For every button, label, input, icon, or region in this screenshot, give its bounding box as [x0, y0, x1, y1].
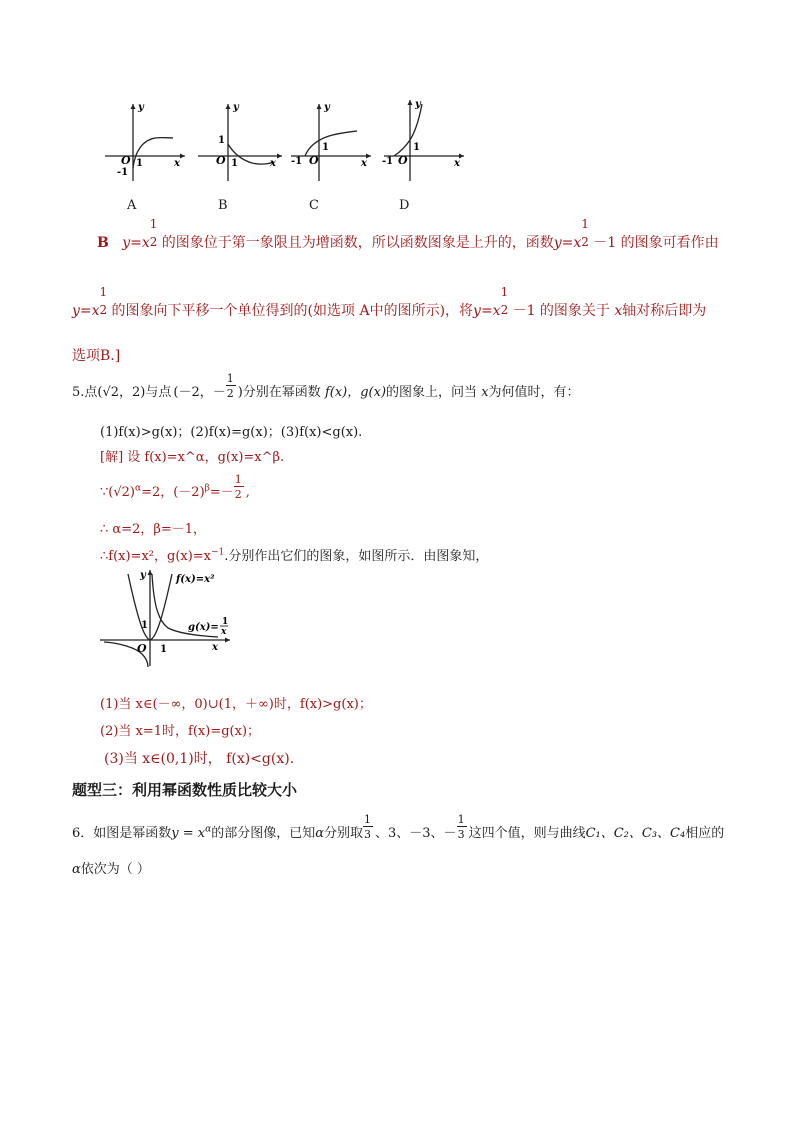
p5-one-x: 1: [160, 644, 167, 655]
option-c-letter: C: [309, 198, 319, 213]
p5-g-label: g(x)=: [188, 622, 219, 633]
p5-g-den: x: [221, 627, 227, 637]
section-heading: 题型三：利用幂函数性质比较大小: [72, 781, 298, 799]
p5-o: O: [137, 642, 147, 655]
graph-d-neg: -1: [382, 156, 394, 167]
answer-text-1: 的图象位于第一象限且为增函数，所以函数图象是上升的，函数: [161, 235, 554, 251]
expr-y-x-4: y=x: [473, 303, 501, 319]
graph-c-one: 1: [322, 142, 329, 153]
axis-x-text: x: [614, 303, 623, 319]
graph-a-x: x: [174, 158, 180, 169]
answer5-1: (1)当 x∈(－∞，0)∪(1，＋∞)时，f(x)>g(x)；: [100, 697, 372, 712]
answer-line-2: [72, 285, 707, 320]
graph-d-o: O: [398, 154, 408, 167]
graph-a-o: O: [121, 154, 131, 167]
exponent-half-3: 1 2: [99, 285, 108, 317]
graph-a: [105, 102, 185, 181]
answer-text-3: 的图象向下平移一个单位得到的(如选项 A中的图所示)，将: [111, 303, 474, 319]
option-b-letter: B: [218, 198, 228, 213]
option-a-letter: A: [127, 198, 137, 213]
answer-letter: B: [97, 235, 109, 251]
stem-frac: $\frac{1}{2}$: [226, 372, 234, 400]
p6-frac-2: $\frac{1}{3}$: [457, 813, 465, 841]
graph-b-o: O: [216, 154, 226, 167]
answer5-3: (3)当 x∈(0,1)时， f(x)<g(x).: [104, 751, 295, 767]
solution-line-1: [解] 设 f(x)=x^α，g(x)=x^β.: [100, 450, 285, 465]
p6-frac-1: $\frac{1}{3}$: [364, 813, 372, 841]
problem5-graph: [100, 568, 240, 668]
p5-x: x: [212, 642, 218, 653]
answer5-2: (2)当 x=1时，f(x)=g(x)；: [100, 724, 261, 739]
solution-line-3: ∴ α=2，β=－1，: [100, 522, 207, 537]
answer-text-2: －1 的图象可看作由: [593, 235, 719, 251]
graph-b-x: x: [270, 158, 276, 169]
expr-y-x-2: y=x: [553, 235, 582, 251]
option-graphs: [95, 96, 475, 186]
p5-g-num: 1: [222, 617, 229, 627]
p5-one-y: 1: [141, 620, 148, 631]
graph-d: [382, 99, 464, 181]
exponent-half-1: 1 2: [149, 217, 158, 249]
graph-d-y: y: [415, 99, 421, 110]
solution-line-2: $\because(√2)^\alpha=2$，$(-2)^\beta=-$ $\frac{1}{2}$ ,: [100, 473, 250, 501]
exponent-half-4: 1 2: [500, 285, 509, 317]
graph-d-one: 1: [413, 142, 420, 153]
answer-text-5: 轴对称后即为: [622, 303, 707, 319]
exponent-half-2: 1 2: [581, 217, 589, 249]
graph-b-yone: 1: [218, 135, 225, 146]
answer-line-3: 选项B.]: [72, 348, 121, 364]
expr-y-x-1: y=x: [122, 235, 150, 251]
problem5-conditions: (1)f(x)>g(x)；(2)f(x)=g(x)；(3)f(x)<g(x).: [100, 425, 363, 440]
graph-a-y: y: [138, 102, 144, 113]
graph-c-y: y: [324, 102, 330, 113]
p5-y: y: [140, 570, 146, 581]
graph-c-x: x: [361, 158, 367, 169]
answer-line-1: [97, 217, 719, 252]
graph-d-x: x: [454, 158, 460, 169]
option-d-letter: D: [399, 198, 410, 213]
problem6-line-2: α依次为（ ）: [72, 862, 150, 877]
graph-b: [198, 102, 282, 181]
graph-b-one: 1: [231, 158, 238, 169]
graph-c-neg: -1: [291, 156, 303, 167]
graph-a-one: 1: [136, 158, 143, 169]
graph-a-neg: -1: [117, 167, 129, 178]
p5-f-label: f(x)=x²: [176, 574, 215, 585]
problem6-line-1: 6．如图是幂函数$y = x^\alpha$的部分图像，已知α分别取 $\frac{1}{3}$ 、3、－3、－ $\frac{1}{3}$ 这四个值，则与曲线C₁、C₂、C₃、C₄相应的: [72, 813, 725, 841]
graph-c-o: O: [309, 154, 319, 167]
sol-frac: $\frac{1}{2}$: [234, 473, 242, 501]
graph-b-y: y: [233, 102, 239, 113]
solution-line-4: ∴f(x)=x²，$g(x)=x^{-1}$.分别作出它们的图象，如图所示．由图象知，: [100, 547, 489, 564]
graph-c: [291, 102, 371, 181]
expr-y-x-3: y=x: [72, 303, 100, 319]
problem5-stem: 5.点(√2，2)与点 (－2，－ $\frac{1}{2}$ )分别在幂函数 f(x)，g(x)的图象上，问当 x为何值时，有：: [72, 372, 580, 400]
answer-text-4: －1 的图象关于: [512, 303, 610, 319]
